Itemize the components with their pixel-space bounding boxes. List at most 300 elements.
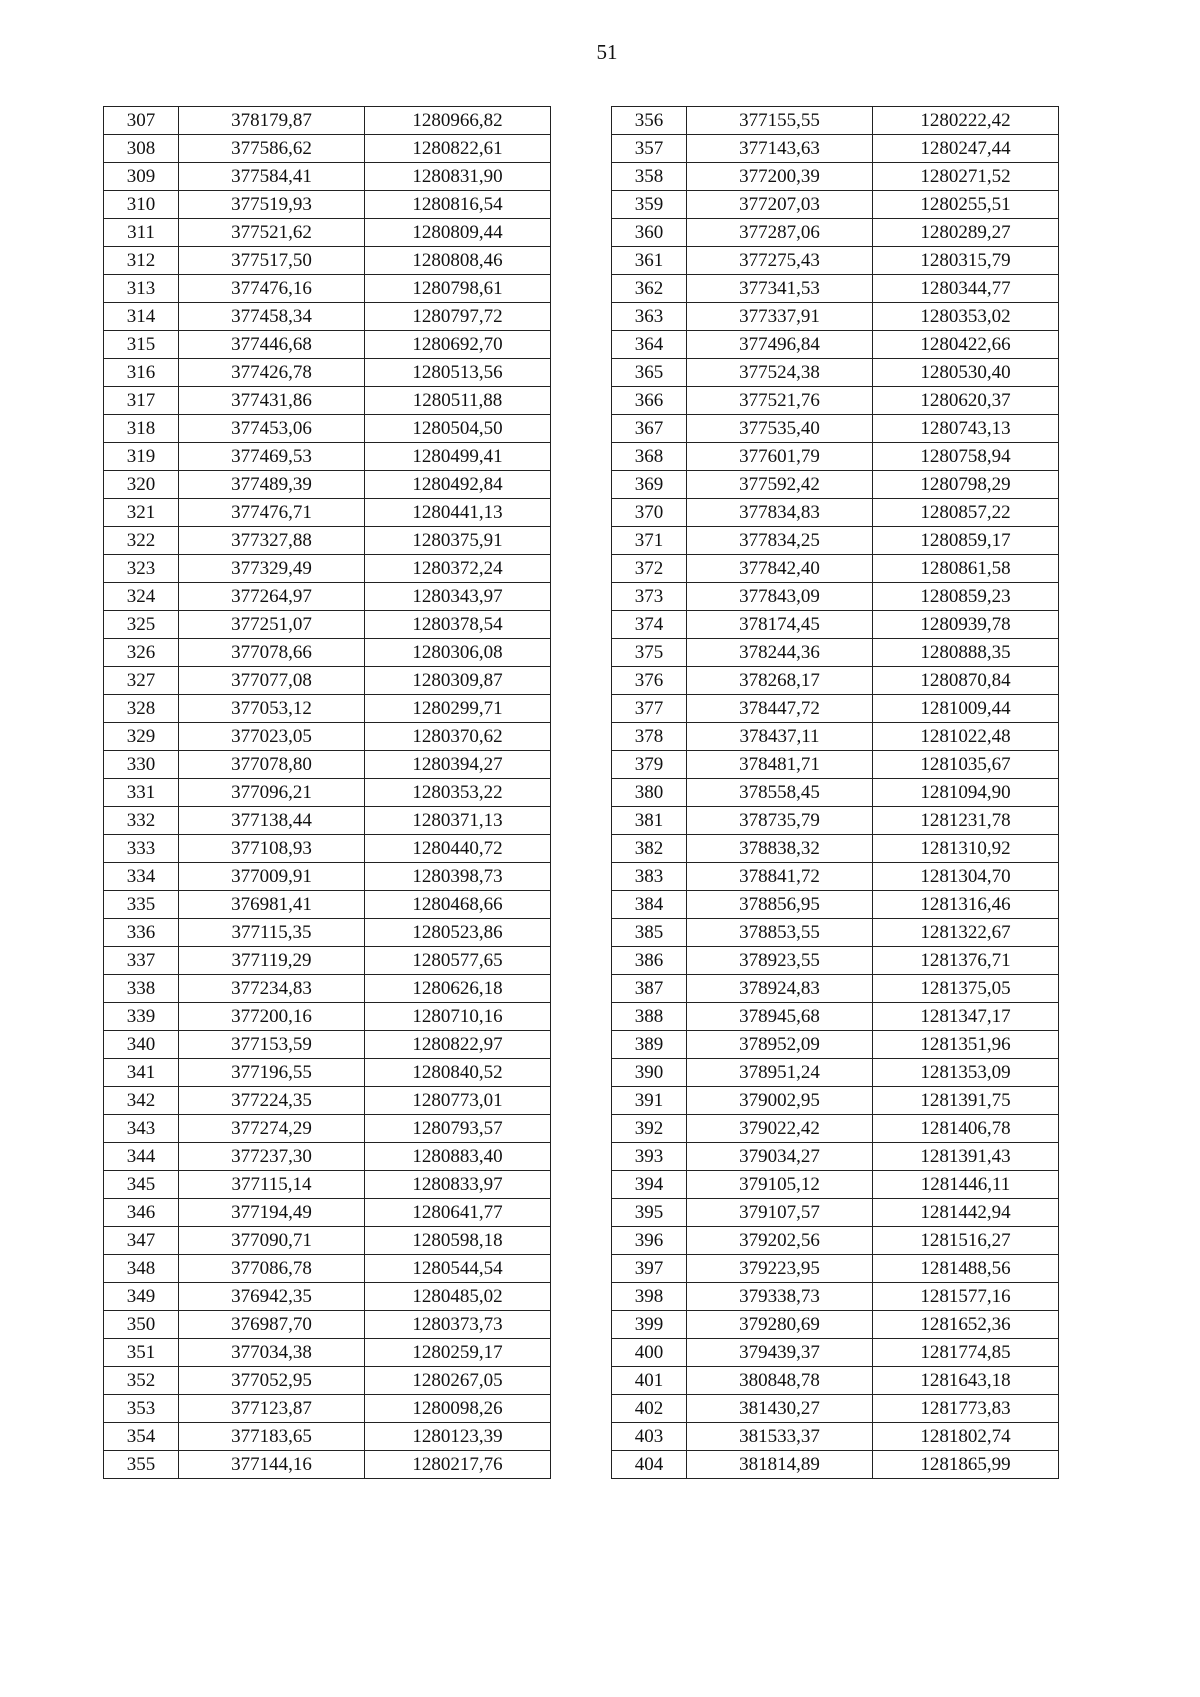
y-coordinate-cell: 1281865,99 (873, 1451, 1059, 1479)
y-coordinate-cell: 1281322,67 (873, 919, 1059, 947)
x-coordinate-cell: 377086,78 (179, 1255, 365, 1283)
x-coordinate-cell: 377090,71 (179, 1227, 365, 1255)
y-coordinate-cell: 1280626,18 (365, 975, 551, 1003)
point-number-cell: 388 (612, 1003, 687, 1031)
point-number-cell: 366 (612, 387, 687, 415)
point-number-cell: 321 (104, 499, 179, 527)
point-number-cell: 360 (612, 219, 687, 247)
point-number-cell: 371 (612, 527, 687, 555)
table-row (612, 583, 1059, 611)
table-row (612, 975, 1059, 1003)
point-number-cell: 399 (612, 1311, 687, 1339)
table-row (104, 471, 551, 499)
point-number-cell: 391 (612, 1087, 687, 1115)
y-coordinate-cell: 1280492,84 (365, 471, 551, 499)
point-number-cell: 320 (104, 471, 179, 499)
y-coordinate-cell: 1280513,56 (365, 359, 551, 387)
y-coordinate-cell: 1280353,02 (873, 303, 1059, 331)
x-coordinate-cell: 377108,93 (179, 835, 365, 863)
table-row (612, 443, 1059, 471)
x-coordinate-cell: 377453,06 (179, 415, 365, 443)
point-number-cell: 329 (104, 723, 179, 751)
table-row (612, 1115, 1059, 1143)
table-row (104, 751, 551, 779)
y-coordinate-cell: 1281577,16 (873, 1283, 1059, 1311)
x-coordinate-cell: 378924,83 (687, 975, 873, 1003)
x-coordinate-cell: 377153,59 (179, 1031, 365, 1059)
x-coordinate-cell: 377155,55 (687, 107, 873, 135)
table-row (612, 247, 1059, 275)
table-row (612, 359, 1059, 387)
table-row (612, 1367, 1059, 1395)
x-coordinate-cell: 377096,21 (179, 779, 365, 807)
point-number-cell: 326 (104, 639, 179, 667)
x-coordinate-cell: 377077,08 (179, 667, 365, 695)
y-coordinate-cell: 1281316,46 (873, 891, 1059, 919)
point-number-cell: 359 (612, 191, 687, 219)
y-coordinate-cell: 1280422,66 (873, 331, 1059, 359)
point-number-cell: 368 (612, 443, 687, 471)
table-row (104, 303, 551, 331)
table-row (104, 1143, 551, 1171)
point-number-cell: 309 (104, 163, 179, 191)
x-coordinate-cell: 379107,57 (687, 1199, 873, 1227)
coordinates-table-left (103, 106, 551, 1479)
point-number-cell: 334 (104, 863, 179, 891)
table-row (612, 779, 1059, 807)
y-coordinate-cell: 1280267,05 (365, 1367, 551, 1395)
y-coordinate-cell: 1280523,86 (365, 919, 551, 947)
point-number-cell: 322 (104, 527, 179, 555)
x-coordinate-cell: 377224,35 (179, 1087, 365, 1115)
point-number-cell: 398 (612, 1283, 687, 1311)
table-row (104, 863, 551, 891)
x-coordinate-cell: 377251,07 (179, 611, 365, 639)
x-coordinate-cell: 379223,95 (687, 1255, 873, 1283)
point-number-cell: 315 (104, 331, 179, 359)
table-row (612, 471, 1059, 499)
point-number-cell: 314 (104, 303, 179, 331)
point-number-cell: 351 (104, 1339, 179, 1367)
table-row (612, 1423, 1059, 1451)
x-coordinate-cell: 378481,71 (687, 751, 873, 779)
point-number-cell: 310 (104, 191, 179, 219)
table-row (104, 695, 551, 723)
x-coordinate-cell: 378838,32 (687, 835, 873, 863)
y-coordinate-cell: 1281516,27 (873, 1227, 1059, 1255)
point-number-cell: 362 (612, 275, 687, 303)
table-row (612, 1199, 1059, 1227)
y-coordinate-cell: 1280822,61 (365, 135, 551, 163)
point-number-cell: 317 (104, 387, 179, 415)
y-coordinate-cell: 1280378,54 (365, 611, 551, 639)
point-number-cell: 377 (612, 695, 687, 723)
point-number-cell: 370 (612, 499, 687, 527)
point-number-cell: 339 (104, 1003, 179, 1031)
y-coordinate-cell: 1280966,82 (365, 107, 551, 135)
x-coordinate-cell: 377009,91 (179, 863, 365, 891)
table-row (104, 387, 551, 415)
point-number-cell: 394 (612, 1171, 687, 1199)
table-row (612, 723, 1059, 751)
point-number-cell: 331 (104, 779, 179, 807)
x-coordinate-cell: 377183,65 (179, 1423, 365, 1451)
y-coordinate-cell: 1280255,51 (873, 191, 1059, 219)
y-coordinate-cell: 1280343,97 (365, 583, 551, 611)
table-row (104, 275, 551, 303)
point-number-cell: 384 (612, 891, 687, 919)
y-coordinate-cell: 1280798,29 (873, 471, 1059, 499)
x-coordinate-cell: 377023,05 (179, 723, 365, 751)
x-coordinate-cell: 377592,42 (687, 471, 873, 499)
x-coordinate-cell: 378447,72 (687, 695, 873, 723)
point-number-cell: 312 (104, 247, 179, 275)
point-number-cell: 395 (612, 1199, 687, 1227)
x-coordinate-cell: 377138,44 (179, 807, 365, 835)
point-number-cell: 364 (612, 331, 687, 359)
x-coordinate-cell: 376981,41 (179, 891, 365, 919)
x-coordinate-cell: 377834,83 (687, 499, 873, 527)
table-row (612, 947, 1059, 975)
x-coordinate-cell: 381533,37 (687, 1423, 873, 1451)
x-coordinate-cell: 378558,45 (687, 779, 873, 807)
y-coordinate-cell: 1280883,40 (365, 1143, 551, 1171)
x-coordinate-cell: 377842,40 (687, 555, 873, 583)
y-coordinate-cell: 1280888,35 (873, 639, 1059, 667)
point-number-cell: 356 (612, 107, 687, 135)
y-coordinate-cell: 1281391,75 (873, 1087, 1059, 1115)
x-coordinate-cell: 378853,55 (687, 919, 873, 947)
y-coordinate-cell: 1280758,94 (873, 443, 1059, 471)
x-coordinate-cell: 377274,29 (179, 1115, 365, 1143)
point-number-cell: 376 (612, 667, 687, 695)
table-row (104, 1031, 551, 1059)
x-coordinate-cell: 378945,68 (687, 1003, 873, 1031)
y-coordinate-cell: 1280259,17 (365, 1339, 551, 1367)
table-row (104, 527, 551, 555)
point-number-cell: 341 (104, 1059, 179, 1087)
x-coordinate-cell: 378268,17 (687, 667, 873, 695)
y-coordinate-cell: 1281035,67 (873, 751, 1059, 779)
y-coordinate-cell: 1280530,40 (873, 359, 1059, 387)
x-coordinate-cell: 381814,89 (687, 1451, 873, 1479)
x-coordinate-cell: 378244,36 (687, 639, 873, 667)
point-number-cell: 308 (104, 135, 179, 163)
x-coordinate-cell: 377431,86 (179, 387, 365, 415)
x-coordinate-cell: 376942,35 (179, 1283, 365, 1311)
point-number-cell: 358 (612, 163, 687, 191)
x-coordinate-cell: 377489,39 (179, 471, 365, 499)
table-row (104, 135, 551, 163)
point-number-cell: 403 (612, 1423, 687, 1451)
table-row (612, 835, 1059, 863)
point-number-cell: 382 (612, 835, 687, 863)
y-coordinate-cell: 1281376,71 (873, 947, 1059, 975)
x-coordinate-cell: 377144,16 (179, 1451, 365, 1479)
table-row (104, 807, 551, 835)
point-number-cell: 380 (612, 779, 687, 807)
point-number-cell: 385 (612, 919, 687, 947)
table-row (612, 1143, 1059, 1171)
y-coordinate-cell: 1280620,37 (873, 387, 1059, 415)
x-coordinate-cell: 377196,55 (179, 1059, 365, 1087)
point-number-cell: 392 (612, 1115, 687, 1143)
y-coordinate-cell: 1280840,52 (365, 1059, 551, 1087)
x-coordinate-cell: 377234,83 (179, 975, 365, 1003)
y-coordinate-cell: 1280371,13 (365, 807, 551, 835)
point-number-cell: 402 (612, 1395, 687, 1423)
point-number-cell: 378 (612, 723, 687, 751)
table-row (612, 751, 1059, 779)
point-number-cell: 352 (104, 1367, 179, 1395)
point-number-cell: 357 (612, 135, 687, 163)
table-row (104, 667, 551, 695)
table-row (612, 639, 1059, 667)
table-row (104, 1003, 551, 1031)
y-coordinate-cell: 1280577,65 (365, 947, 551, 975)
point-number-cell: 347 (104, 1227, 179, 1255)
x-coordinate-cell: 377327,88 (179, 527, 365, 555)
point-number-cell: 343 (104, 1115, 179, 1143)
point-number-cell: 319 (104, 443, 179, 471)
y-coordinate-cell: 1280808,46 (365, 247, 551, 275)
point-number-cell: 324 (104, 583, 179, 611)
table-row (104, 331, 551, 359)
point-number-cell: 369 (612, 471, 687, 499)
point-number-cell: 365 (612, 359, 687, 387)
point-number-cell: 375 (612, 639, 687, 667)
x-coordinate-cell: 378841,72 (687, 863, 873, 891)
y-coordinate-cell: 1280773,01 (365, 1087, 551, 1115)
x-coordinate-cell: 381430,27 (687, 1395, 873, 1423)
table-row (612, 527, 1059, 555)
y-coordinate-cell: 1280504,50 (365, 415, 551, 443)
y-coordinate-cell: 1281022,48 (873, 723, 1059, 751)
y-coordinate-cell: 1280743,13 (873, 415, 1059, 443)
y-coordinate-cell: 1281652,36 (873, 1311, 1059, 1339)
y-coordinate-cell: 1280440,72 (365, 835, 551, 863)
y-coordinate-cell: 1280373,73 (365, 1311, 551, 1339)
y-coordinate-cell: 1280793,57 (365, 1115, 551, 1143)
y-coordinate-cell: 1280375,91 (365, 527, 551, 555)
point-number-cell: 340 (104, 1031, 179, 1059)
point-number-cell: 387 (612, 975, 687, 1003)
x-coordinate-cell: 376987,70 (179, 1311, 365, 1339)
table-body-right (612, 107, 1059, 1479)
point-number-cell: 389 (612, 1031, 687, 1059)
table-row (104, 639, 551, 667)
x-coordinate-cell: 377843,09 (687, 583, 873, 611)
x-coordinate-cell: 377200,39 (687, 163, 873, 191)
x-coordinate-cell: 378179,87 (179, 107, 365, 135)
point-number-cell: 353 (104, 1395, 179, 1423)
point-number-cell: 361 (612, 247, 687, 275)
point-number-cell: 372 (612, 555, 687, 583)
x-coordinate-cell: 377329,49 (179, 555, 365, 583)
table-row (612, 1171, 1059, 1199)
table-row (104, 1087, 551, 1115)
y-coordinate-cell: 1281351,96 (873, 1031, 1059, 1059)
point-number-cell: 349 (104, 1283, 179, 1311)
table-row (612, 191, 1059, 219)
point-number-cell: 318 (104, 415, 179, 443)
x-coordinate-cell: 377123,87 (179, 1395, 365, 1423)
table-row (104, 247, 551, 275)
table-row (104, 583, 551, 611)
table-row (612, 107, 1059, 135)
table-row (104, 107, 551, 135)
y-coordinate-cell: 1280217,76 (365, 1451, 551, 1479)
table-row (612, 163, 1059, 191)
x-coordinate-cell: 377034,38 (179, 1339, 365, 1367)
y-coordinate-cell: 1280809,44 (365, 219, 551, 247)
table-row (104, 947, 551, 975)
table-row (612, 1059, 1059, 1087)
x-coordinate-cell: 377584,41 (179, 163, 365, 191)
point-number-cell: 367 (612, 415, 687, 443)
point-number-cell: 374 (612, 611, 687, 639)
x-coordinate-cell: 377469,53 (179, 443, 365, 471)
x-coordinate-cell: 377200,16 (179, 1003, 365, 1031)
point-number-cell: 332 (104, 807, 179, 835)
y-coordinate-cell: 1280544,54 (365, 1255, 551, 1283)
table-row (612, 1311, 1059, 1339)
y-coordinate-cell: 1280859,23 (873, 583, 1059, 611)
x-coordinate-cell: 377207,03 (687, 191, 873, 219)
x-coordinate-cell: 377053,12 (179, 695, 365, 723)
point-number-cell: 336 (104, 919, 179, 947)
table-row (104, 359, 551, 387)
y-coordinate-cell: 1280859,17 (873, 527, 1059, 555)
table-row (104, 1115, 551, 1143)
point-number-cell: 325 (104, 611, 179, 639)
x-coordinate-cell: 379338,73 (687, 1283, 873, 1311)
y-coordinate-cell: 1281310,92 (873, 835, 1059, 863)
y-coordinate-cell: 1280123,39 (365, 1423, 551, 1451)
x-coordinate-cell: 379280,69 (687, 1311, 873, 1339)
y-coordinate-cell: 1280441,13 (365, 499, 551, 527)
x-coordinate-cell: 377521,62 (179, 219, 365, 247)
y-coordinate-cell: 1281391,43 (873, 1143, 1059, 1171)
table-row (612, 303, 1059, 331)
point-number-cell: 316 (104, 359, 179, 387)
point-number-cell: 397 (612, 1255, 687, 1283)
table-row (104, 1367, 551, 1395)
y-coordinate-cell: 1280831,90 (365, 163, 551, 191)
y-coordinate-cell: 1280372,24 (365, 555, 551, 583)
table-row (612, 667, 1059, 695)
x-coordinate-cell: 377287,06 (687, 219, 873, 247)
y-coordinate-cell: 1280468,66 (365, 891, 551, 919)
x-coordinate-cell: 377052,95 (179, 1367, 365, 1395)
x-coordinate-cell: 379022,42 (687, 1115, 873, 1143)
point-number-cell: 373 (612, 583, 687, 611)
point-number-cell: 401 (612, 1367, 687, 1395)
table-row (104, 415, 551, 443)
point-number-cell: 350 (104, 1311, 179, 1339)
y-coordinate-cell: 1280499,41 (365, 443, 551, 471)
x-coordinate-cell: 377143,63 (687, 135, 873, 163)
table-row (104, 1199, 551, 1227)
y-coordinate-cell: 1281442,94 (873, 1199, 1059, 1227)
table-row (104, 1423, 551, 1451)
table-row (104, 919, 551, 947)
point-number-cell: 393 (612, 1143, 687, 1171)
table-row (612, 1255, 1059, 1283)
point-number-cell: 354 (104, 1423, 179, 1451)
x-coordinate-cell: 379034,27 (687, 1143, 873, 1171)
x-coordinate-cell: 377521,76 (687, 387, 873, 415)
x-coordinate-cell: 377458,34 (179, 303, 365, 331)
y-coordinate-cell: 1280315,79 (873, 247, 1059, 275)
point-number-cell: 323 (104, 555, 179, 583)
table-row (104, 779, 551, 807)
point-number-cell: 355 (104, 1451, 179, 1479)
y-coordinate-cell: 1280798,61 (365, 275, 551, 303)
point-number-cell: 400 (612, 1339, 687, 1367)
point-number-cell: 404 (612, 1451, 687, 1479)
x-coordinate-cell: 377476,71 (179, 499, 365, 527)
table-row (104, 891, 551, 919)
y-coordinate-cell: 1280344,77 (873, 275, 1059, 303)
y-coordinate-cell: 1280797,72 (365, 303, 551, 331)
table-body-left (104, 107, 551, 1479)
y-coordinate-cell: 1280306,08 (365, 639, 551, 667)
point-number-cell: 307 (104, 107, 179, 135)
coordinates-table-right (611, 106, 1059, 1479)
y-coordinate-cell: 1281009,44 (873, 695, 1059, 723)
point-number-cell: 327 (104, 667, 179, 695)
x-coordinate-cell: 377078,80 (179, 751, 365, 779)
table-row (612, 387, 1059, 415)
y-coordinate-cell: 1280861,58 (873, 555, 1059, 583)
point-number-cell: 313 (104, 275, 179, 303)
y-coordinate-cell: 1280816,54 (365, 191, 551, 219)
table-row (612, 1003, 1059, 1031)
y-coordinate-cell: 1281231,78 (873, 807, 1059, 835)
table-row (104, 1059, 551, 1087)
y-coordinate-cell: 1281446,11 (873, 1171, 1059, 1199)
x-coordinate-cell: 380848,78 (687, 1367, 873, 1395)
y-coordinate-cell: 1280370,62 (365, 723, 551, 751)
y-coordinate-cell: 1280939,78 (873, 611, 1059, 639)
table-row (612, 611, 1059, 639)
table-row (104, 1395, 551, 1423)
y-coordinate-cell: 1280857,22 (873, 499, 1059, 527)
y-coordinate-cell: 1280641,77 (365, 1199, 551, 1227)
table-row (612, 1395, 1059, 1423)
table-row (612, 807, 1059, 835)
table-row (104, 219, 551, 247)
point-number-cell: 338 (104, 975, 179, 1003)
x-coordinate-cell: 377496,84 (687, 331, 873, 359)
y-coordinate-cell: 1280598,18 (365, 1227, 551, 1255)
x-coordinate-cell: 378856,95 (687, 891, 873, 919)
table-row (104, 1171, 551, 1199)
point-number-cell: 345 (104, 1171, 179, 1199)
table-row (612, 219, 1059, 247)
y-coordinate-cell: 1280394,27 (365, 751, 551, 779)
y-coordinate-cell: 1281347,17 (873, 1003, 1059, 1031)
point-number-cell: 335 (104, 891, 179, 919)
table-row (104, 1283, 551, 1311)
y-coordinate-cell: 1281094,90 (873, 779, 1059, 807)
table-row (612, 275, 1059, 303)
x-coordinate-cell: 379202,56 (687, 1227, 873, 1255)
x-coordinate-cell: 377517,50 (179, 247, 365, 275)
y-coordinate-cell: 1280710,16 (365, 1003, 551, 1031)
table-row (612, 1339, 1059, 1367)
